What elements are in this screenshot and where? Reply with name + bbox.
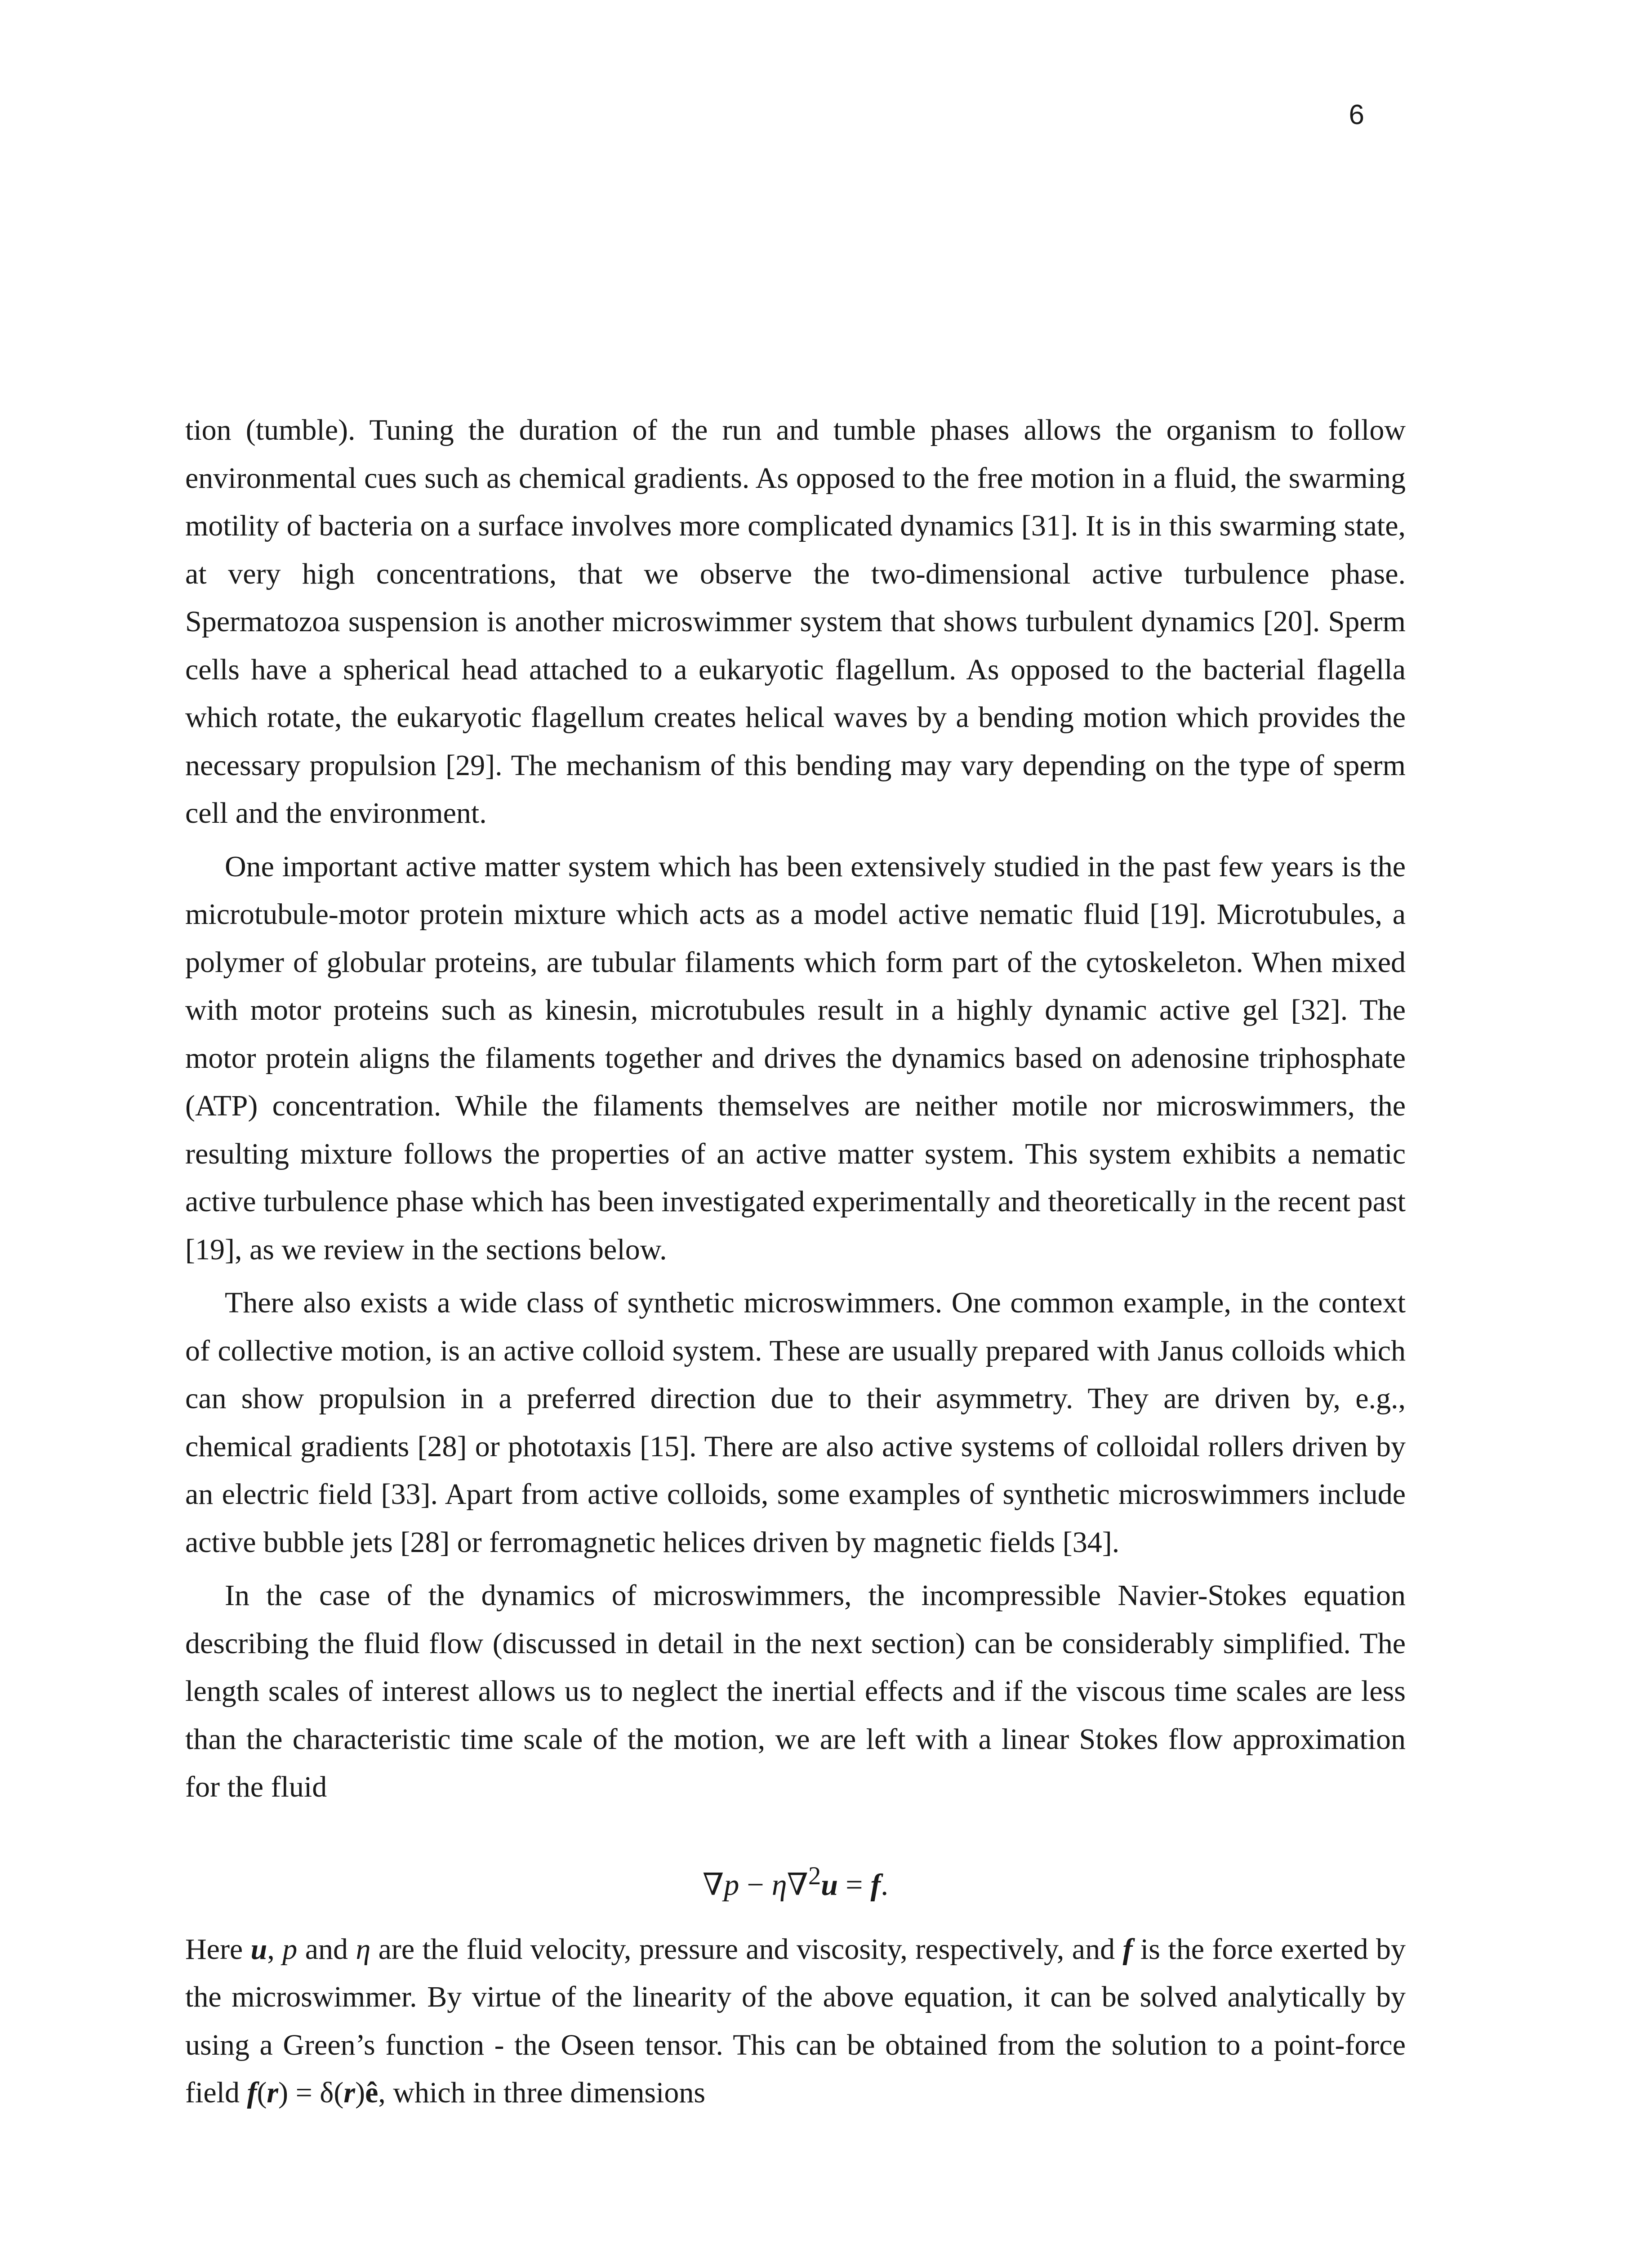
- paragraph-3: There also exists a wide class of synthetic microswimmers. One common example, in the context of collective motion, is an active colloid system. These are usually prepared with Janus colloids which can show propulsion in a preferred direction due to their asymmetry. They are driven by, e.g., chemical gradients [28] or phototaxis [15]. There are also active systems of colloidal rollers driven by an electric field [33]. Apart from active colloids, some examples of synthetic microswimmers include active bubble jets [28] or ferromagnetic helices driven by magnetic fields [34].: [185, 1286, 1406, 1559]
- page-number: 6: [1349, 99, 1364, 130]
- paragraph-1: tion (tumble). Tuning the duration of the run and tumble phases allows the organism to follow environmental cues such as chemical gradients. As opposed to the free motion in a fluid, the swarming motility of bacteria on a surface involves more complicated dynamics [31]. It is in this swarming state, at very high concentrations, that we observe the two-dimensional active turbulence phase. Spermatozoa suspension is another microswimmer system that shows turbulent dynamics [20]. Sperm cells have a spherical head attached to a eukaryotic flagellum. As opposed to the bacterial flagella which rotate, the eukaryotic flagellum creates helical waves by a bending motion which provides the necessary propulsion [29]. The mechanism of this bending may vary depending on the type of sperm cell and the environment.: [185, 414, 1406, 830]
- stokes-equation: [185, 1861, 1406, 1903]
- eq-u: u: [821, 1867, 838, 1902]
- text-here: Here: [185, 1932, 251, 1966]
- symbol-p: p: [282, 1932, 298, 1966]
- symbol-f2: f: [247, 2076, 257, 2110]
- text-three-dim: , which in three dimensions: [378, 2076, 706, 2110]
- eq-eta: η: [771, 1867, 787, 1902]
- text-delta: ) = δ(: [278, 2076, 344, 2110]
- text-paren-close: ): [355, 2076, 365, 2110]
- paragraph-4: In the case of the dynamics of microswimmers, the incompressible Navier-Stokes equation describing the fluid flow (discussed in detail in the next section) can be considerably simplified. The length scales of interest allows us to neglect the inertial effects and if the viscous time scales are less than the characteristic time scale of the motion, we are left with a linear Stokes flow approximation for the fluid: [185, 1579, 1406, 1803]
- paragraph-5: [185, 1926, 1406, 2117]
- eq-nabla: ∇: [702, 1867, 724, 1902]
- text-comma: ,: [267, 1932, 283, 1966]
- eq-period: .: [881, 1867, 889, 1902]
- eq-p: p: [724, 1867, 739, 1902]
- eq-superscript: 2: [808, 1862, 821, 1890]
- eq-nabla2: ∇: [787, 1867, 808, 1902]
- text-fluid-desc: are the fluid velocity, pressure and viscosity, respectively, and: [370, 1932, 1123, 1966]
- paragraph-2: One important active matter system which has been extensively studied in the past few years is the microtubule-motor protein mixture which acts as a model active nematic fluid [19]. Microtubules, a polymer of globular proteins, are tubular filaments which form part of the cytoskeleton. When mixed with motor proteins such as kinesin, microtubules result in a highly dynamic active gel [32]. The motor protein aligns the filaments together and drives the dynamics based on adenosine triphosphate (ATP) concentration. While the filaments themselves are neither motile nor microswimmers, the resulting mixture follows the properties of an active matter system. This system exhibits a nematic active turbulence phase which has been investigated experimentally and theoretically in the recent past [19], as we review in the sections below.: [185, 850, 1406, 1266]
- symbol-r2: r: [343, 2076, 356, 2110]
- eq-equals: =: [838, 1867, 871, 1902]
- symbol-eta: η: [356, 1932, 371, 1966]
- text-paren-open: (: [257, 2076, 267, 2110]
- text-and: and: [297, 1932, 356, 1966]
- eq-minus: −: [739, 1867, 772, 1902]
- eq-f: f: [870, 1867, 881, 1902]
- symbol-u: u: [250, 1932, 267, 1966]
- text-force-desc: is the force exerted by the microswimmer. By virtue of the linearity of the above equation, it can be solved analytically by using a Green’s function - the Oseen tensor. This can be obtained from the solution to a point-force field: [185, 1932, 1406, 2110]
- symbol-e-hat: ê: [365, 2076, 378, 2110]
- main-text: [185, 406, 1406, 2117]
- symbol-r1: r: [267, 2076, 279, 2110]
- symbol-f: f: [1122, 1932, 1133, 1966]
